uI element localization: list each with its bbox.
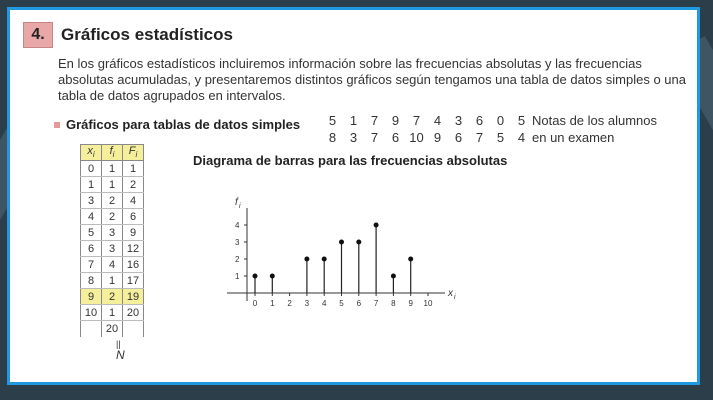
grade-value: 7 [370, 113, 379, 128]
x-tick-label: 1 [270, 299, 275, 308]
table-cell: 2 [102, 193, 123, 209]
bullet-icon [54, 122, 60, 128]
x-tick-label: 8 [391, 299, 396, 308]
table-cell: 12 [123, 241, 144, 257]
bar-point [253, 274, 258, 279]
slide [7, 7, 700, 385]
grade-value: 8 [328, 130, 337, 145]
table-row [81, 209, 144, 225]
bar-point [270, 274, 275, 279]
section-header [23, 22, 233, 48]
table-cell: 3 [81, 193, 102, 209]
grades-caption-line: en un examen [532, 130, 615, 145]
chart-title: Diagrama de barras para las frecuencias absolutas [193, 153, 508, 168]
bar-point [322, 257, 327, 262]
equals-sign: || [116, 339, 121, 349]
table-cell: 2 [123, 177, 144, 193]
grade-value: 7 [475, 130, 484, 145]
grades-data [322, 112, 532, 146]
grade-value: 7 [370, 130, 379, 145]
grade-value: 5 [496, 130, 505, 145]
section-number: 4. [23, 22, 53, 48]
x-axis-label-sub: i [454, 294, 456, 301]
table-cell: 8 [81, 273, 102, 289]
table-row [81, 225, 144, 241]
table-cell: 2 [102, 209, 123, 225]
table-cell: 17 [123, 273, 144, 289]
grades-row [322, 129, 532, 146]
grade-value: 4 [517, 130, 526, 145]
grade-value: 9 [391, 113, 400, 128]
bar-point [304, 257, 309, 262]
table-cell: 0 [81, 161, 102, 177]
x-tick-label: 7 [373, 299, 379, 308]
table-cell: 6 [81, 241, 102, 257]
bar-point [339, 240, 344, 245]
section-title: Gráficos estadísticos [61, 25, 233, 44]
x-tick-label: 5 [339, 299, 344, 308]
table-row [81, 241, 144, 257]
table-cell: 16 [123, 257, 144, 273]
subsection-header [54, 117, 300, 132]
table-cell: 4 [102, 257, 123, 273]
table-cell: 3 [102, 225, 123, 241]
grade-value: 4 [433, 113, 442, 128]
grade-value: 5 [517, 113, 526, 128]
table-cell: 4 [81, 209, 102, 225]
intro-paragraph: En los gráficos estadísticos incluiremos información sobre las frecuencias absolutas y las frecuencias absolutas acumuladas, y presentaremos distintos gráficos según tengamos una tabla de datos simples o una tabla de datos agrupados en intervalos. [58, 56, 686, 103]
table-row [81, 273, 144, 289]
grade-value: 0 [496, 113, 505, 128]
table-cell: 19 [123, 289, 144, 305]
table-row [81, 177, 144, 193]
table-cell: 6 [123, 209, 144, 225]
total-cell: 20 [102, 321, 123, 338]
total-cell [81, 321, 102, 338]
grade-value: 6 [475, 113, 484, 128]
table-cell: 1 [102, 273, 123, 289]
bar-point [374, 223, 379, 228]
frequency-table [80, 144, 144, 337]
grades-caption-line: Notas de los alumnos [532, 113, 658, 128]
table-cell: 9 [81, 289, 102, 305]
table-cell: 9 [123, 225, 144, 241]
y-axis-label-sub: i [239, 203, 241, 210]
grade-value: 6 [454, 130, 463, 145]
x-tick-label: 3 [304, 299, 310, 308]
table-cell: 7 [81, 257, 102, 273]
table-cell: 1 [123, 161, 144, 177]
grades-row [322, 112, 532, 129]
header-fi: $f_i$ [102, 145, 123, 161]
bar-point [408, 257, 413, 262]
y-axis-label: f [235, 197, 238, 208]
table-row [81, 257, 144, 273]
y-tick-label: 4 [235, 221, 240, 230]
grade-value: 10 [409, 130, 424, 145]
total-row [81, 321, 144, 338]
grade-value: 6 [391, 130, 400, 145]
grade-value: 9 [433, 130, 442, 145]
header-Fi: $F_i$ [123, 145, 144, 161]
table-cell: 4 [123, 193, 144, 209]
y-tick-label: 2 [235, 255, 240, 264]
y-tick-label: 3 [235, 238, 240, 247]
bar-chart [215, 190, 465, 320]
grade-value: 7 [412, 113, 421, 128]
table-cell: 2 [102, 289, 123, 305]
table-row [81, 193, 144, 209]
table-cell: 10 [81, 305, 102, 321]
x-tick-label: 4 [321, 299, 327, 308]
header-xi: $x_i$ [81, 145, 102, 161]
grades-caption [532, 112, 657, 146]
total-cell [123, 321, 144, 338]
x-tick-label: 9 [408, 299, 413, 308]
table-row [81, 305, 144, 321]
subsection-title: Gráficos para tablas de datos simples [66, 117, 301, 132]
x-tick-label: 2 [287, 299, 292, 308]
x-axis-label: x [448, 288, 453, 299]
x-tick-label: 0 [252, 299, 258, 308]
table-cell: 3 [102, 241, 123, 257]
grade-value: 5 [328, 113, 337, 128]
table-cell: 1 [102, 177, 123, 193]
table-cell: 1 [102, 161, 123, 177]
grade-value: 3 [349, 130, 358, 145]
table-cell: 20 [123, 305, 144, 321]
total-symbol: N [116, 348, 125, 362]
bar-point [356, 240, 361, 245]
y-tick-label: 1 [235, 272, 240, 281]
table-row [81, 161, 144, 177]
grade-value: 3 [454, 113, 463, 128]
bar-point [391, 274, 396, 279]
grade-value: 1 [349, 113, 358, 128]
table-row [81, 289, 144, 305]
table-cell: 1 [102, 305, 123, 321]
x-tick-label: 10 [423, 299, 433, 308]
table-cell: 1 [81, 177, 102, 193]
table-cell: 5 [81, 225, 102, 241]
x-tick-label: 6 [356, 299, 362, 308]
